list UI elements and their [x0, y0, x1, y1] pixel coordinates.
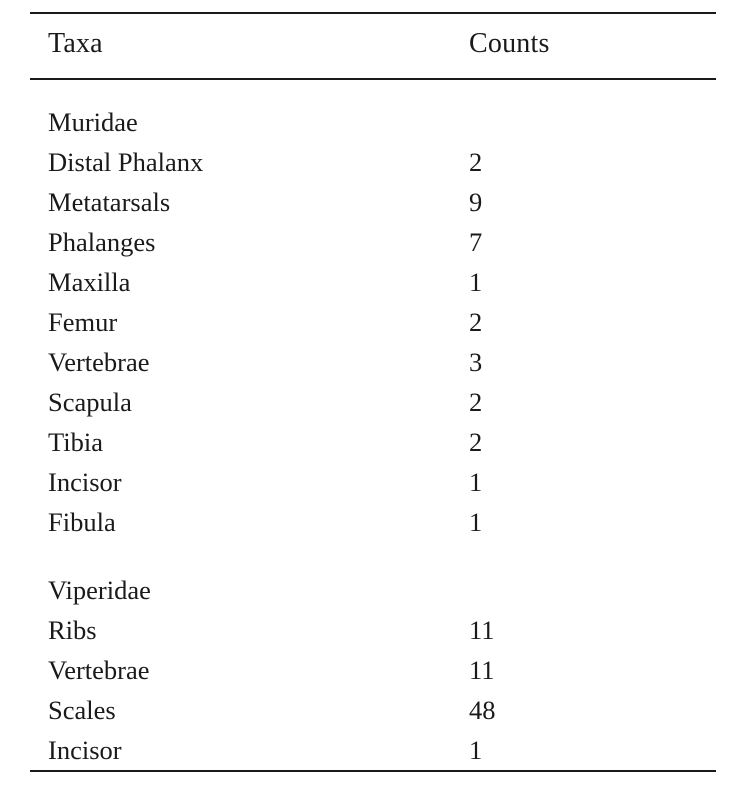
taxa-label: Scales [48, 695, 116, 725]
taxa-label: Distal Phalanx [48, 147, 204, 177]
table-row [30, 222, 716, 262]
table-header [30, 13, 716, 79]
taxa-label: Incisor [48, 735, 122, 765]
group-spacer [30, 542, 716, 558]
table-row-group-header [30, 558, 716, 610]
table-row [30, 182, 716, 222]
taxa-label: Metatarsals [48, 187, 171, 217]
table-row [30, 262, 716, 302]
count-value: 7 [469, 227, 483, 257]
spacer-cell [30, 542, 469, 558]
count-value: 9 [469, 187, 483, 217]
count-value: 2 [469, 307, 483, 337]
count-value: 2 [469, 147, 483, 177]
spacer-cell [469, 542, 716, 558]
table-row [30, 302, 716, 342]
taxa-label: Tibia [48, 427, 103, 457]
table-row [30, 650, 716, 690]
taxa-label: Femur [48, 307, 118, 337]
column-header-counts: Counts [469, 13, 716, 79]
table-row [30, 730, 716, 771]
taxa-label: Ribs [48, 615, 97, 645]
group-count-empty [469, 79, 716, 142]
count-value: 3 [469, 347, 483, 377]
count-value: 48 [469, 695, 496, 725]
taxa-label: Vertebrae [48, 655, 150, 685]
count-value: 2 [469, 387, 483, 417]
count-value: 11 [469, 615, 495, 645]
taxa-label: Vertebrae [48, 347, 150, 377]
table-row [30, 462, 716, 502]
table-row-group-header [30, 79, 716, 142]
table-body [30, 79, 716, 771]
group-label-muridae: Muridae [48, 107, 138, 137]
taxa-label: Phalanges [48, 227, 156, 257]
table-row [30, 690, 716, 730]
count-value: 1 [469, 267, 483, 297]
count-value: 1 [469, 507, 483, 537]
bottom-padding [30, 772, 716, 786]
count-value: 11 [469, 655, 495, 685]
table-row [30, 422, 716, 462]
table-row [30, 142, 716, 182]
table-row [30, 382, 716, 422]
table-row [30, 610, 716, 650]
group-label-viperidae: Viperidae [48, 575, 151, 605]
count-value: 1 [469, 467, 483, 497]
taxa-label: Fibula [48, 507, 116, 537]
count-value: 2 [469, 427, 483, 457]
taxa-label: Scapula [48, 387, 132, 417]
taxa-counts-table [30, 12, 716, 772]
table-row [30, 502, 716, 542]
table-row [30, 342, 716, 382]
taxa-label: Maxilla [48, 267, 131, 297]
header-row [30, 13, 716, 79]
count-value: 1 [469, 735, 483, 765]
group-count-empty [469, 558, 716, 610]
column-header-taxa: Taxa [30, 13, 469, 79]
taxa-label: Incisor [48, 467, 122, 497]
